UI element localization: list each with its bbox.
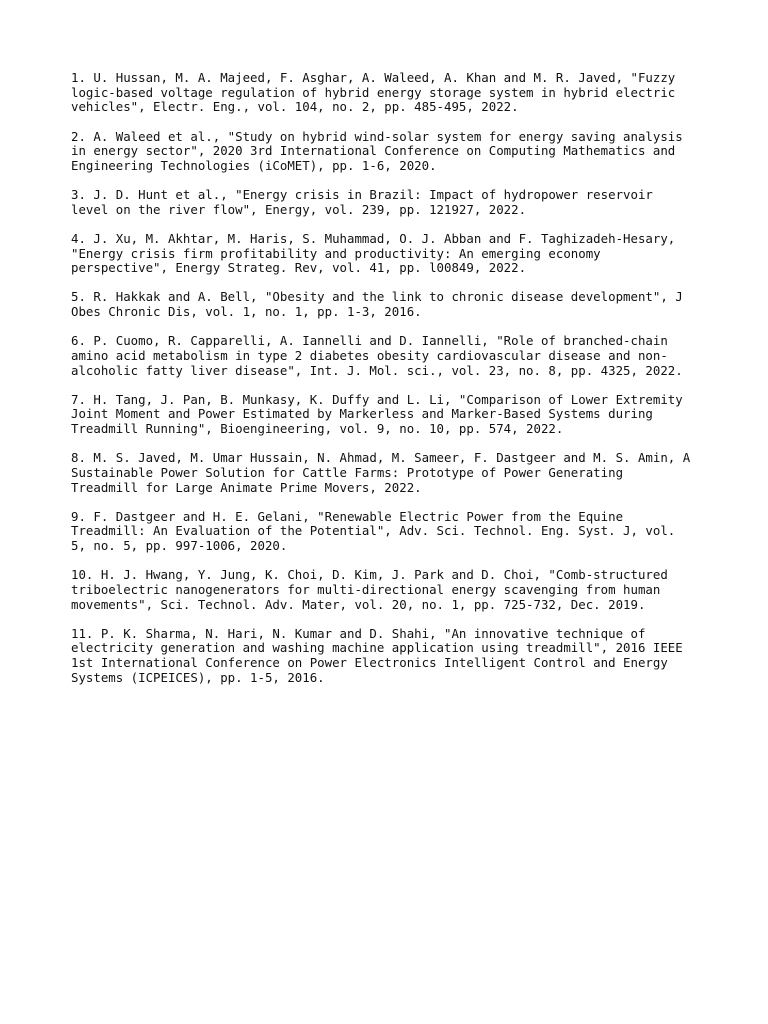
reference-item: 9. F. Dastgeer and H. E. Gelani, "Renewable Electric Power from the Equine Treadmill: An Evaluation of the Potential", Adv. Sci. Technol. Eng. Syst. J, vol. 5, no. 5, pp. 997-1006, 2020. [71,508,676,553]
reference-item: 7. H. Tang, J. Pan, B. Munkasy, K. Duffy and L. Li, "Comparison of Lower Extremity Joint Moment and Power Estimated by Markerless and Marker-Based Systems during Treadmill Running", Bioengineering, vol. 9, no. 10, pp. 574, 2022. [71,391,683,436]
reference-item: 8. M. S. Javed, M. Umar Hussain, N. Ahmad, M. Sameer, F. Dastgeer and M. S. Amin, A Sustainable Power Solution for Cattle Farms: Prototype of Power Generating Treadmill for Large Animate Prime Movers, 2022. [71,450,691,495]
reference-item: 6. P. Cuomo, R. Capparelli, A. Iannelli and D. Iannelli, "Role of branched-chain amino acid metabolism in type 2 diabetes obesity cardiovascular disease and non- alcoholic fatty liver disease", Int. J. Mol. sci., vol. 23, no. 8, pp. 4325, 2022. [71,333,683,378]
references-page [71,71,711,700]
reference-item: 4. J. Xu, M. Akhtar, M. Haris, S. Muhammad, O. J. Abban and F. Taghizadeh-Hesary, "Energy crisis firm profitability and productivity: An emerging economy perspective", Energy Strateg. Rev, vol. 41, pp. l00849, 2022. [71,230,676,276]
reference-list [71,71,711,685]
reference-item: 3. J. D. Hunt et al., "Energy crisis in Brazil: Impact of hydropower reservoir level on the river flow", Energy, vol. 239, pp. 121927, 2022. [71,187,653,217]
reference-item: 11. P. K. Sharma, N. Hari, N. Kumar and D. Shahi, "An innovative technique of electricity generation and washing machine application using treadmill", 2016 IEEE 1st International Conference on Power Electronics Intelligent Control and Energy Systems (ICPEICES), pp. 1-5, 2016. [71,625,683,685]
reference-item: 1. U. Hussan, M. A. Majeed, F. Asghar, A. Waleed, A. Khan and M. R. Javed, "Fuzzy logic-based voltage regulation of hybrid energy storage system in hybrid electric vehicles", Electr. Eng., vol. 104, no. 2, pp. 485-495, 2022. [71,70,676,115]
reference-item: 5. R. Hakkak and A. Bell, "Obesity and the link to chronic disease development", J Obes Chronic Dis, vol. 1, no. 1, pp. 1-3, 2016. [71,289,683,319]
reference-item: 10. H. J. Hwang, Y. Jung, K. Choi, D. Kim, J. Park and D. Choi, "Comb-structured triboelectric nanogenerators for multi-directional energy scavenging from human movements", Sci. Technol. Adv. Mater, vol. 20, no. 1, pp. 725-732, Dec. 2019. [71,567,668,612]
reference-item: 2. A. Waleed et al., "Study on hybrid wind-solar system for energy saving analysis in energy sector", 2020 3rd International Conference on Computing Mathematics and Engineering Technologies (iCoMET), pp. 1-6, 2020. [71,128,683,173]
